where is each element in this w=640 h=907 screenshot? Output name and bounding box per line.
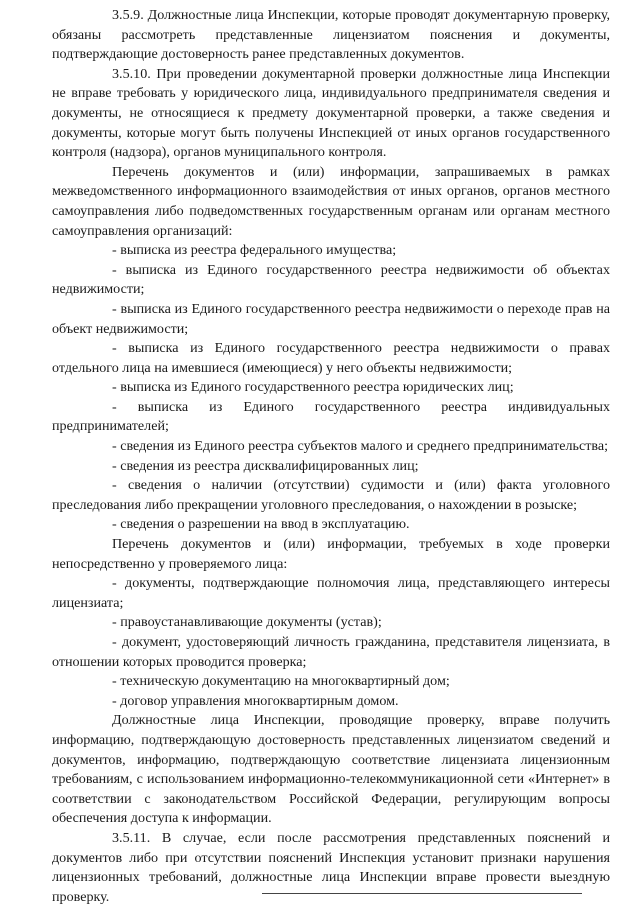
interagency-list-intro: Перечень документов и (или) информации, запрашиваемых в рамках межведомственного информационного взаимодействия от иных органов, органов местного самоуправления либо подведомственных государственным органам или органам местного самоуправления организаций: — [52, 163, 610, 239]
list-item: - правоустанавливающие документы (устав); — [112, 614, 382, 631]
list-item: - договор управления многоквартирным домом. — [112, 692, 399, 709]
list-item: - сведения о разрешении на ввод в эксплуатацию. — [112, 516, 410, 533]
list-item: - сведения из Единого реестра субъектов малого и среднего предпринимательства; — [112, 438, 609, 455]
list-item: - выписка из Единого государственного реестра юридических лиц; — [112, 379, 514, 396]
list-item: - выписка из Единого государственного реестра недвижимости о переходе прав на объект недвижимости; — [52, 300, 610, 337]
paragraph-3-5-9: 3.5.9. Должностные лица Инспекции, которые проводят документарную проверку, обязаны рассмотреть представленные лицензиатом пояснения и документы, подтверждающие достоверность ранее представленных документов. — [52, 7, 610, 63]
list-item: - сведения из реестра дисквалифицированных лиц; — [112, 457, 419, 474]
list-item: - выписка из Единого государственного реестра недвижимости о правах отдельного лица на имевшиеся (имеющиеся) у него объекты недвижимости; — [52, 340, 610, 376]
direct-docs-list-intro: Перечень документов и (или) информации, требуемых в ходе проверки непосредственно у проверяемого лица: — [52, 536, 610, 572]
list-item: - документ, удостоверяющий личность гражданина, представителя лицензиата, в отношении которых проводится проверка; — [52, 634, 610, 670]
paragraph-3-5-10: 3.5.10. При проведении документарной проверки должностные лица Инспекции не вправе требовать у юридического лица, индивидуального предпринимателя сведения и документы, не относящиеся к предмету документарной проверки, а также сведения и документы, которые могут быть получены Инспекцией от иных органов государственного контроля (надзора), органов муниципального контроля. — [52, 65, 610, 161]
paragraph-3-5-11: 3.5.11. В случае, если после рассмотрения представленных пояснений и документов либо при отсутствии пояснений Инспекция установит признаки нарушения лицензионных требований, должностные лица Инспекции вправе провести выездную проверку. — [52, 829, 610, 905]
list-item: - выписка из Единого государственного реестра недвижимости об объектах недвижимости; — [52, 261, 610, 298]
list-item: - техническую документацию на многоквартирный дом; — [112, 673, 450, 690]
list-item: - документы, подтверждающие полномочия лица, представляющего интересы лицензиата; — [52, 575, 610, 611]
list-item: - выписка из Единого государственного реестра индивидуальных предпринимателей; — [52, 398, 610, 435]
list-item: - сведения о наличии (отсутствии) судимости и (или) факта уголовного преследования либо прекращении уголовного преследования, о нахождении в розыске; — [52, 477, 610, 513]
internet-info-paragraph: Должностные лица Инспекции, проводящие проверку, вправе получить информацию, подтверждающую достоверность представленных лицензиатом сведений и документов, информацию, подтверждающую соответствие лицензиата лицензионным требованиям, с использованием информационно-телекоммуникационной сети «Интернет» в соответствии с законодательством Российской Федерации, регулирующим вопросы обеспечения доступа к информации. — [52, 712, 610, 827]
footer-divider — [262, 893, 582, 894]
list-item: - выписка из реестра федерального имущества; — [112, 242, 397, 259]
